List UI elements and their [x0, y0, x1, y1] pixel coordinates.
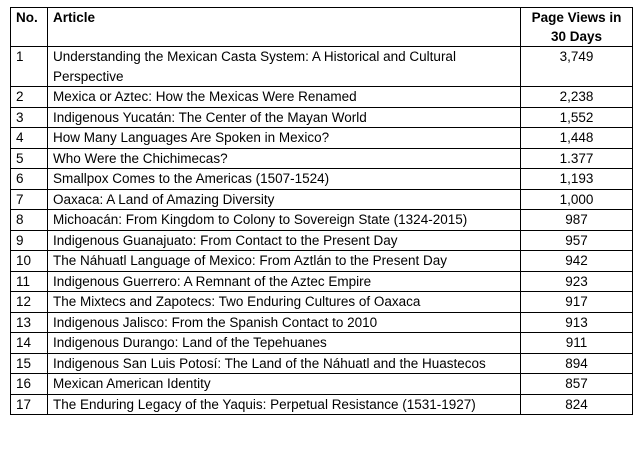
table-body: [11, 47, 633, 415]
table-row: [11, 374, 633, 395]
table-row: [11, 210, 633, 231]
page-views: 911: [521, 333, 633, 354]
table-row: [11, 47, 633, 87]
row-number: 3: [11, 107, 48, 128]
page-views: 2,238: [521, 87, 633, 108]
table-row: [11, 333, 633, 354]
row-number: 15: [11, 353, 48, 374]
table-row: [11, 271, 633, 292]
row-number: 14: [11, 333, 48, 354]
article-title: Indigenous Durango: Land of the Tepehuanes: [48, 333, 521, 354]
row-number: 9: [11, 230, 48, 251]
table-row: [11, 87, 633, 108]
article-title: Indigenous Jalisco: From the Spanish Contact to 2010: [48, 312, 521, 333]
table-row: [11, 394, 633, 415]
page-views: 987: [521, 210, 633, 231]
article-title: The Náhuatl Language of Mexico: From Aztlán to the Present Day: [48, 251, 521, 272]
article-title: Indigenous Guerrero: A Remnant of the Aztec Empire: [48, 271, 521, 292]
article-title: The Enduring Legacy of the Yaquis: Perpetual Resistance (1531-1927): [48, 394, 521, 415]
header-row: [11, 8, 633, 47]
row-number: 12: [11, 292, 48, 313]
page-views: 923: [521, 271, 633, 292]
table-row: [11, 189, 633, 210]
page-views: 1.377: [521, 148, 633, 169]
header-page-views: Page Views in 30 Days: [521, 8, 633, 47]
page-views-table: [10, 7, 633, 415]
page-views: 1,552: [521, 107, 633, 128]
page-views: 917: [521, 292, 633, 313]
row-number: 8: [11, 210, 48, 231]
page-views: 1,000: [521, 189, 633, 210]
page-views: 857: [521, 374, 633, 395]
row-number: 13: [11, 312, 48, 333]
row-number: 1: [11, 47, 48, 87]
row-number: 6: [11, 169, 48, 190]
article-title: Who Were the Chichimecas?: [48, 148, 521, 169]
article-title: Mexican American Identity: [48, 374, 521, 395]
row-number: 7: [11, 189, 48, 210]
table-row: [11, 107, 633, 128]
table-row: [11, 128, 633, 149]
row-number: 5: [11, 148, 48, 169]
row-number: 11: [11, 271, 48, 292]
page-views: 3,749: [521, 47, 633, 87]
page-views: 1,193: [521, 169, 633, 190]
row-number: 17: [11, 394, 48, 415]
page-views: 894: [521, 353, 633, 374]
page-views: 1,448: [521, 128, 633, 149]
table-row: [11, 230, 633, 251]
article-title: Mexica or Aztec: How the Mexicas Were Renamed: [48, 87, 521, 108]
table-row: [11, 169, 633, 190]
row-number: 16: [11, 374, 48, 395]
page-views: 957: [521, 230, 633, 251]
header-no: No.: [11, 8, 48, 47]
article-title: Oaxaca: A Land of Amazing Diversity: [48, 189, 521, 210]
table-row: [11, 312, 633, 333]
page-views: 913: [521, 312, 633, 333]
table-row: [11, 148, 633, 169]
row-number: 4: [11, 128, 48, 149]
article-title: Michoacán: From Kingdom to Colony to Sovereign State (1324-2015): [48, 210, 521, 231]
article-title: How Many Languages Are Spoken in Mexico?: [48, 128, 521, 149]
article-title: Indigenous San Luis Potosí: The Land of the Náhuatl and the Huastecos: [48, 353, 521, 374]
table-row: [11, 353, 633, 374]
article-title: Indigenous Yucatán: The Center of the Mayan World: [48, 107, 521, 128]
page-views: 824: [521, 394, 633, 415]
page-views: 942: [521, 251, 633, 272]
row-number: 10: [11, 251, 48, 272]
article-title: Indigenous Guanajuato: From Contact to the Present Day: [48, 230, 521, 251]
table-row: [11, 251, 633, 272]
table-row: [11, 292, 633, 313]
article-title: The Mixtecs and Zapotecs: Two Enduring Cultures of Oaxaca: [48, 292, 521, 313]
article-title: Smallpox Comes to the Americas (1507-1524): [48, 169, 521, 190]
header-article: Article: [48, 8, 521, 47]
article-title: Understanding the Mexican Casta System: A Historical and Cultural Perspective: [48, 47, 521, 87]
row-number: 2: [11, 87, 48, 108]
